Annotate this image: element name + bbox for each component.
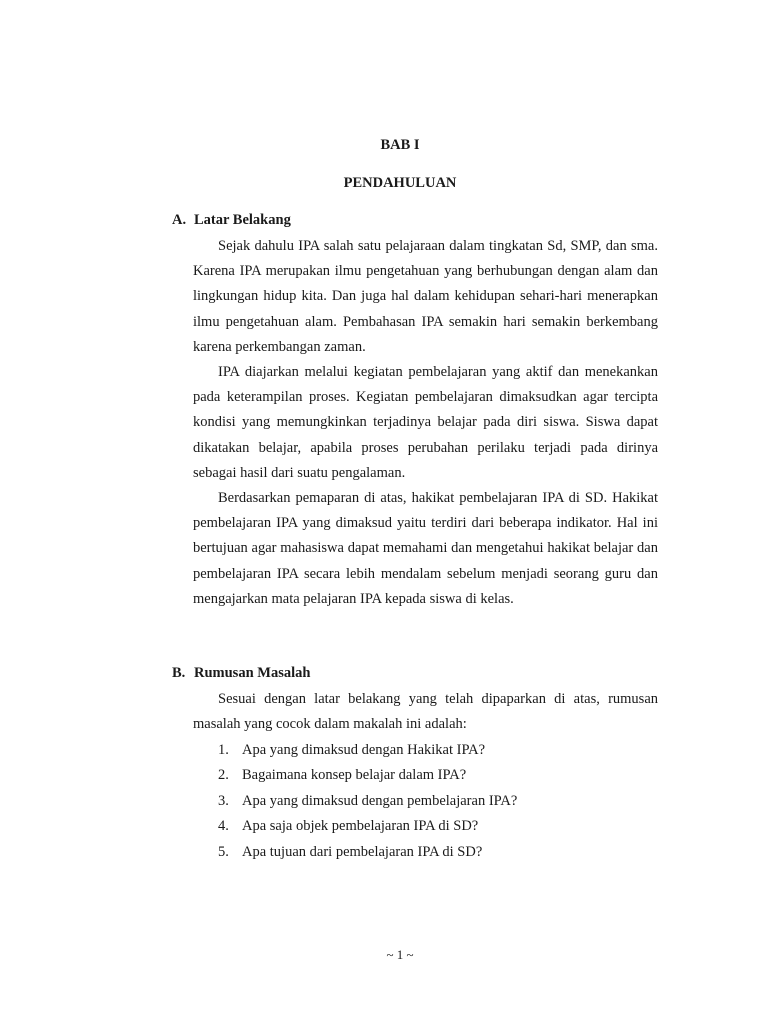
- list-number: 3.: [218, 792, 229, 809]
- chapter-title: PENDAHULUAN: [343, 175, 457, 191]
- list-number: 5.: [218, 843, 229, 860]
- section-b-letter: B.: [172, 665, 186, 681]
- list-text: Apa yang dimaksud dengan Hakikat IPA?: [242, 742, 486, 758]
- list-number: 4.: [218, 818, 229, 835]
- section-a-title: Latar Belakang: [194, 212, 291, 228]
- list-text: Apa saja objek pembelajaran IPA di SD?: [242, 818, 479, 835]
- problem-list: [218, 738, 517, 865]
- list-item: [218, 789, 517, 814]
- paragraph-1: Sejak dahulu IPA salah satu pelajaraan dalam tingkatan Sd, SMP, dan sma. Karena IPA merupakan ilmu pengetahuan yang berhubungan dengan alam dan lingkungan hidup kita. Dan juga hal dalam kehidupan sehari-hari menerapkan ilmu pengetahuan alam. Pembahasan IPA semakin hari semakin berkembang karena perkembangan zaman.: [193, 238, 658, 355]
- section-b-title: Rumusan Masalah: [194, 665, 311, 681]
- list-item: [218, 738, 517, 763]
- list-text: Apa tujuan dari pembelajaran IPA di SD?: [242, 843, 483, 860]
- section-b-intro: Sesuai dengan latar belakang yang telah dipaparkan di atas, rumusan masalah yang cocok dalam makalah ini adalah:: [193, 691, 658, 733]
- paragraph-2: IPA diajarkan melalui kegiatan pembelajaran yang aktif dan menekankan pada keterampilan proses. Kegiatan pembelajaran dimaksudkan agar tercipta kondisi yang memungkinkan terjadinya belajar pada diri siswa. Siswa dapat dikatakan belajar, apabila proses perubahan perilaku terjadi pada dirinya sebagai hasil dari suatu pengalaman.: [193, 364, 658, 481]
- chapter-label: BAB I: [380, 137, 420, 153]
- list-number: 1.: [218, 742, 229, 758]
- paragraph-3: Berdasarkan pemaparan di atas, hakikat pembelajaran IPA di SD. Hakikat pembelajaran IPA yang dimaksud yaitu terdiri dari beberapa indikator. Hal ini bertujuan agar mahasiswa dapat memahami dan mengetahui hakikat belajar dan pembelajaran IPA secara lebih mendalam sebelum menjadi seorang guru dan mengajarkan mata pelajaran IPA kepada siswa di kelas.: [193, 490, 658, 607]
- section-a-heading: [172, 212, 291, 229]
- list-number: 2.: [218, 767, 229, 784]
- section-a-body: [193, 234, 658, 612]
- list-item: [218, 763, 517, 788]
- list-text: Bagaimana konsep belajar dalam IPA?: [242, 767, 467, 784]
- list-item: [218, 814, 517, 839]
- list-item: [218, 840, 517, 865]
- section-b-intro-block: [193, 687, 658, 737]
- page-number: ~ 1 ~: [386, 947, 414, 962]
- section-b-heading: [172, 665, 310, 682]
- list-text: Apa yang dimaksud dengan pembelajaran IPA?: [242, 792, 518, 809]
- section-a-letter: A.: [172, 212, 187, 228]
